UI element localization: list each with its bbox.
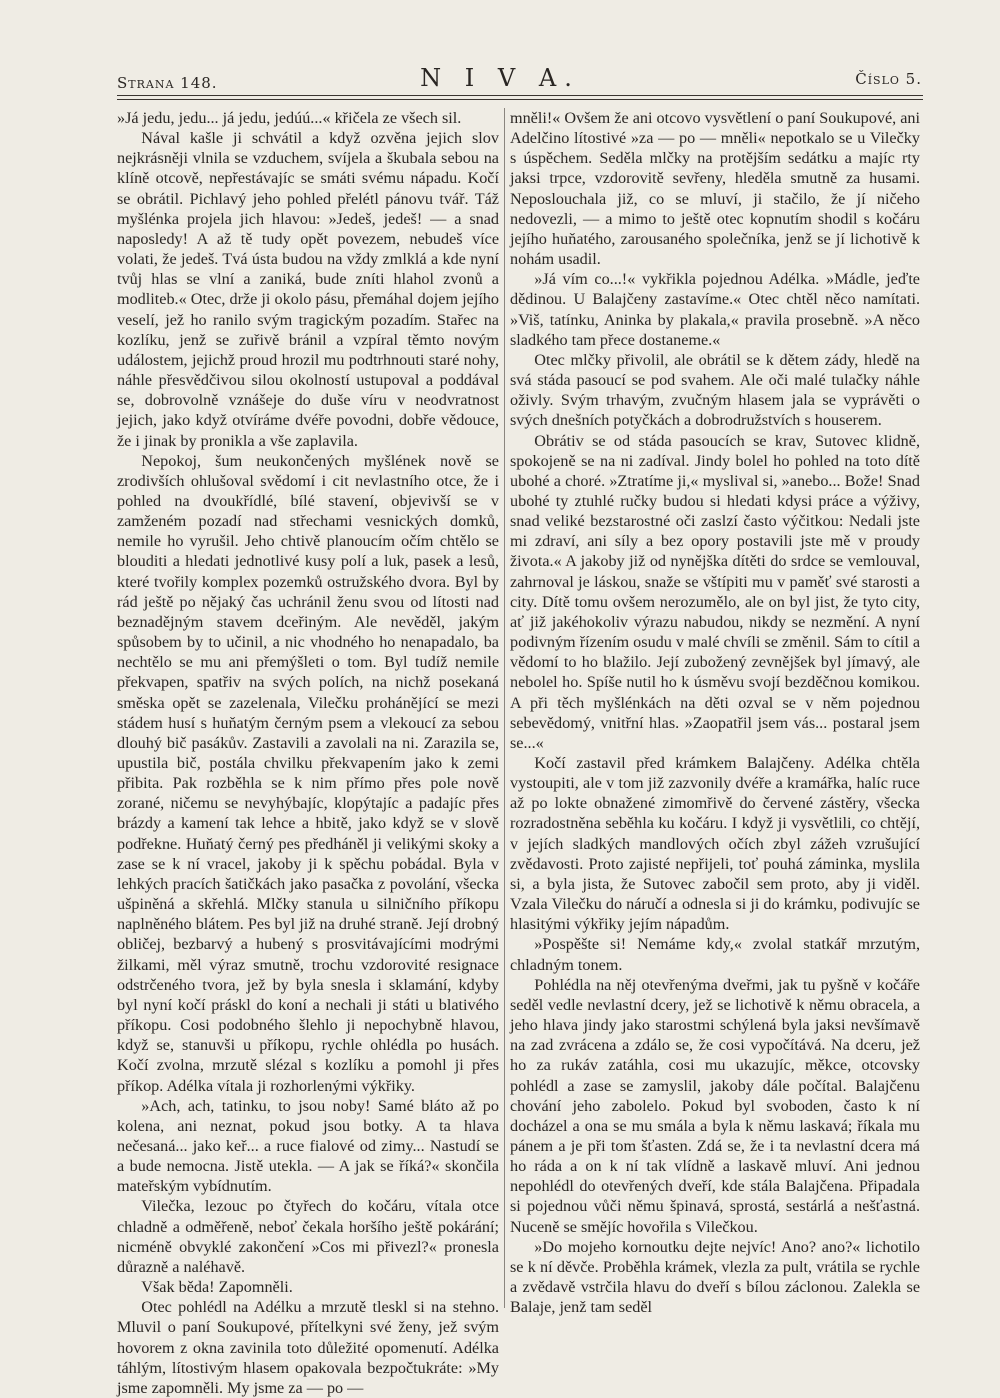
paragraph: mněli!« Ovšem že ani otcovo vysvětlení o paní Soukupové, ani Adelčino lítostivé »za — po — mněli« nepotkalo se u Vilečky s úspěchem. Seděla mlčky na protějším sedátku a majíc rty jaksi trpce, vzdorovitě sevřeny, hleděla smutně za husami. Neposlouchala již, co se mluví, ji stačilo, že jí ničeho nedovezli, — a mimo to ještě otec kopnutím shodil s kočáru jejího huňatého, zarousaného společníka, jenž se jí lichotivě k nohám usadil.	[510, 109, 920, 269]
paragraph: Obrátiv se od stáda pasoucích se krav, Sutovec klidně, spokojeně se na ni zadíval. Jindy bolel ho pohled na toto dítě ubohé a choré. »Ztratíme ji,« myslival si, »anebo... Bože! Snad ubohé ty ztuhlé ručky budou si hledati kdysi práce a výživy, snad veliké bezstarostné oči zaslzí často výčitkou: Nedali jste mi zdraví, ani síly a bez opory postavili jste mě v proudy života.« A jakoby již od nynějška dítěti do srdce se vemlouval, zahrnoval je láskou, snaže se vštípiti mu v paměť své starosti a city. Dítě tomu ovšem nerozumělo, ale on byl jist, že tyto city, ať již jakéhokoliv výrazu nabudou, nikdy se nezmění. A nyní podivným řízením osudu v malé chvíli se změnil. Sám to cítil a vědomí to ho blažilo. Její zubožený zevnějšek byl jímavý, ale nebolel ho. Spíše nutil ho k úsměvu svojí bezděčnou komikou. A při těch myšlénkách na děti ozval se v něm pojednou sebevědomý, vnitřní hlas. »Zaopatřil jsem vás... postaral jsem se...«	[510, 431, 921, 752]
paragraph: Nával kašle ji schvátil a když ozvěna jejich slov nejkrásněji vlnila se vzduchem, svíjela a škubala sebou na klíně otcově, nepřestávajíc se smáti svému nápadu. Kočí se obrátil. Pichlavý jeho pohled přelétl pánovu tvář. Táž myšlénka projela jich hlavou: »Jedeš, jedeš! — a snad naposledy! A až tě tudy opět povezem, nebudeš více volati, že jedeš. Tvá ústa budou na vždy zmlklá a kde nyní tvůj hlas se vlní a zaniká, bude zníti hlahol zvonů a modliteb.« Otec, drže ji okolo pásu, přemáhal dojem jejího veselí, jež ho ranilo svým tragickým pozadím. Stařec na kozlíku, jenž se zuřivě bránil a vzpíral těmto novým událostem, jejichž proud hrozil mu podtrhnouti staré nohy, náhle přesvědčivou silou okolností ustupoval a poddával se, dobrovolně vznášeje do duše víru v neodvratnost jejich, jako když otvíráme dvéře povodni, dobře vědouce, že i jinak by pronikla a vše zaplavila.	[117, 129, 499, 450]
paragraph: Vilečka, lezouc po čtyřech do kočáru, vítala otce chladně a odměřeně, neboť čekala horšího ještě pokárání; nicméně obvyklé zakončení »Cos mi přivezl?« pronesla důrazně a naléhavě.	[117, 1197, 499, 1276]
paragraph: »Ach, ach, tatinku, to jsou noby! Samé bláto až po kolena, ani neznat, pokud jsou botky. A ta hlava nečesaná... jako keř... a ruce fialové od zimy... Nastudí se a bude nemocna. Jistě utekla. — A jak se říká?« skončila mateřským vybídnutím.	[117, 1096, 499, 1196]
page-header	[0, 56, 1000, 96]
left-text-column	[117, 108, 499, 1397]
paragraph: Pohlédla na něj otevřenýma dveřmi, jak tu pyšně v kočáře seděl vedle nevlastní dcery, jež se lichotivě k němu obracela, a jeho hlava jindy jako starostmi schýlená byla jaksi nevšímavě na zad zvrácena a zdálo se, že cosi vypočítává. Na dceru, jež ho za rukáv zatáhla, cosi mu ukazujíc, měkce, otcovsky pohlédl a zase se zamyslil, jakoby dále počítal. Balajčenu chování jeho zabolelo. Pokud byl svoboden, často k ní docházel a ona se mu smála a byla k němu laskavá; říkala mu pánem a je při tom šťasten. Zdá se, že i ta nevlastní dcera má ho ráda a on k ní tak vlídně a laskavě mluví. Ani jednou nepohlédl do otevřených dveří, kde stála Balajčena. Připadala si pojednou vůči němu špinavá, sprostá, sestárlá a nešťastná. Nuceně se smějíc hovořila s Vilečkou.	[510, 975, 920, 1236]
paragraph: »Do mojeho kornoutku dejte nejvíc! Ano? ano?« lichotilo se k ní děvče. Proběhla krámek, vlezla za pult, vrátila se rychle a zvědavě vstrčila hlavu do dveří s bílou záclonou. Zalekla se Balaje, jenž tam seděl	[510, 1237, 920, 1317]
publication-title: N I V A.	[420, 64, 580, 92]
right-text-column	[510, 108, 920, 1318]
page-number-label: Strana 148.	[117, 74, 218, 92]
paragraph: »Pospěšte si! Nemáme kdy,« zvolal statkář mrzutým, chladným tonem.	[510, 935, 920, 974]
paragraph: Však běda! Zapomněli.	[141, 1278, 293, 1297]
column-divider	[504, 108, 505, 1308]
paragraph: »Já jedu, jedu... já jedu, jedúú...« křičela ze všech sil.	[117, 109, 462, 127]
paragraph: Otec pohlédl na Adélku a mrzutě tleskl si na stehno. Mluvil o paní Soukupové, přítelkyni své ženy, jež svým hovorem z okna zavinila toto důležité opomenutí. Adélka táhlým, lítostivým hlasem opakovala bezpočtukráte: »My jsme zapomněli. My jsme za — po —	[117, 1298, 499, 1397]
paragraph: Otec mlčky přivolil, ale obrátil se k dětem zády, hledě na svá stáda pasoucí se pod svahem. Ale oči malé tulačky náhle oživly. Svým trhavým, zvučným hlasem jala se vyprávěti o svých dnešních potyčkách a dobrodružstvích s houserem.	[510, 350, 920, 430]
paragraph: Kočí zastavil před krámkem Balajčeny. Adélka chtěla vystoupiti, ale v tom již zazvonily dvéře a kramářka, halíc ruce až po lokte obnažené zimomřivě do červené zástěry, všecka rozradostněna seběhla ku kočáru. I když ji vysvětlili, co chtějí, v jejích sladkých mandlových očích zbyl zážeh vzrušující zvědavosti. Proto zajisté nepřijeli, toť pouhá záminka, myslila si, a byla jista, že Sutovec zabočil sem proto, aby ji viděl. Vzala Vilečku do náručí a odnesla si ji do krámku, podivujíc se hlasitými výkřiky jejím nápadům.	[510, 754, 920, 934]
paragraph: Nepokoj, šum neukončených myšlének nově se zrodivších ohlušoval svědomí i cit nevlastního otce, že i pohled na dvoukřídlé, bílé stavení, objevivší se v zamženém pozadí nad střechami vesnických domků, nemile ho vyrušil. Jeho chtivě planoucím očím chtělo se blouditi a hledati jednotlivé kusy polí a luk, pasek a lesů, které tvořily komplex pozemků ostružského dvora. Byl by rád ještě po nějaký čas uchránil ženu svou od lítosti nad beznadějným stavem dceřiným. Ale nevěděl, jakým spůsobem by to učinil, a nic vhodného ho nenapadalo, ba nechtělo se mu ani přemýšleti o tom. Byl tudíž nemile překvapen, spatřiv na svých polích, na nichž posekaná směska opět se zazelenala, Vilečku prohánějící se mezi stádem husí s huňatým černým psem a vlekoucí za sebou dlouhý bič pasákův. Zastavili a zavolali na ni. Zarazila se, upustila bič, postála chvilku překvapením jako k zemi přibita. Pak rozběhla se k nim přímo přes pole nově zorané, ničemu se nevyhýbajíc, klopýtajíc a padajíc přes brázdy a kamení tak lehce a hbitě, jako když se v slově podřekne. Huňatý černý pes předháněl ji velikými skoky a zase se k ní vracel, jakoby ji k spěchu pobádal. Byla v lehkých pracích šatičkách jako pasačka z povolání, všecka ušpiněná a skřehlá. Mlčky stanula u silničního příkopu naplněného blátem. Pes byl již na druhé straně. Její drobný obličej, bezbarvý a hubený s prosvitávajícími modrými žilkami, měl výraz smutně, trochu vzdorovité resignace odstrčeného tvora, jež by byla snesla i sklamání, kdyby byl nyní kočí práskl do koní a nechali ji státi u blativého příkopu. Cosi podobného šlehlo ji nepochybně hlavou, když se, stanuvši u příkopu, rychle ohlédla po husách. Kočí zvolna, mrzutě slézal s kozlíku a pomohl ji přes příkop. Adélka vítala ji rozhorlenými výkřiky.	[117, 451, 499, 1095]
paragraph: »Já vím co...!« vykřikla pojednou Adélka. »Mádle, jeďte dědinou. U Balajčeny zastavíme.« Otec chtěl něco namítati. »Viš, tatínku, Aninka by plakala,« pravila prosebně. »A něco sladkého tam přece dostaneme.«	[510, 270, 920, 349]
issue-number-label: Číslo 5.	[855, 70, 922, 88]
header-double-rule	[117, 95, 923, 100]
